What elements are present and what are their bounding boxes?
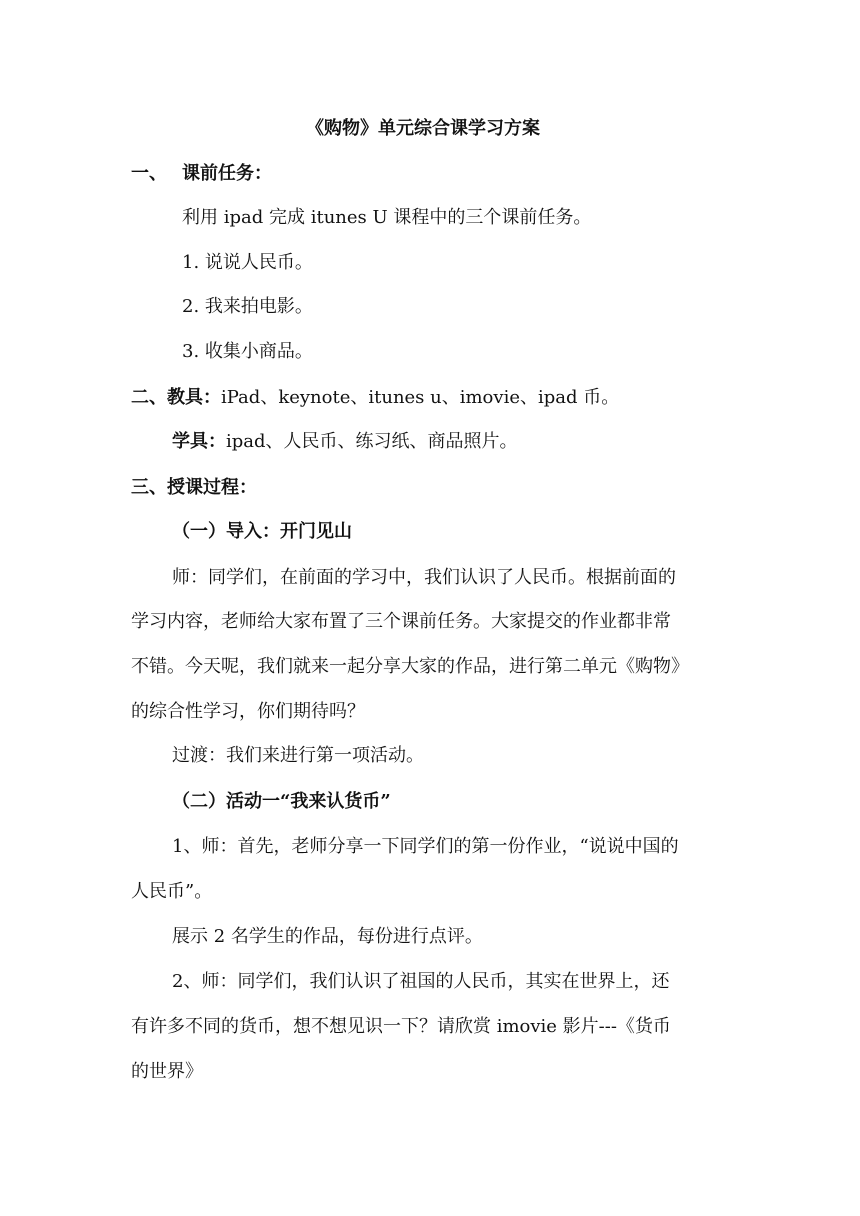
teaching-tools: iPad、keynote、itunes u、imovie、ipad 币。	[221, 387, 620, 408]
section1-heading: 课前任务：	[182, 163, 272, 184]
para1-line-2: 学习内容，老师给大家布置了三个课前任务。大家提交的作业都非常	[131, 611, 671, 632]
para3-line: 展示 2 名学生的作品，每份进行点评。	[172, 926, 483, 947]
section3-heading: 三、授课过程：	[131, 477, 257, 498]
para4-line-2: 有许多不同的货币，想不想见识一下？请欣赏 imovie 影片---《货币	[131, 1016, 671, 1037]
para4-line-1: 2、师：同学们，我们认识了祖国的人民币，其实在世界上，还	[172, 971, 670, 992]
para2-line-1: 1、师：首先，老师分享一下同学们的第一份作业，“说说中国的	[172, 836, 679, 857]
student-tools-line	[172, 431, 518, 453]
student-tools-label: 学具：	[172, 431, 226, 452]
para1-line-4: 的综合性学习，你们期待吗？	[131, 701, 365, 722]
subsection2-heading: （二）活动一“我来认货币”	[172, 791, 391, 812]
section1-intro: 利用 ipad 完成 itunes U 课程中的三个课前任务。	[182, 207, 592, 228]
task-item-2: 2. 我来拍电影。	[182, 296, 313, 317]
para2-line-2: 人民币”。	[131, 881, 213, 902]
subsection1-heading: （一）导入：开门见山	[172, 521, 352, 542]
transition-line: 过渡：我们来进行第一项活动。	[172, 745, 424, 766]
section2-heading: 二、教具：	[131, 387, 221, 408]
para1-line-3: 不错。今天呢，我们就来一起分享大家的作品，进行第二单元《购物》	[131, 656, 689, 677]
student-tools: ipad、人民币、练习纸、商品照片。	[226, 431, 518, 452]
task-item-3: 3. 收集小商品。	[182, 341, 313, 362]
document-title: 《购物》单元综合课学习方案	[306, 118, 540, 139]
section2-line	[131, 387, 619, 409]
para1-line-1: 师：同学们，在前面的学习中，我们认识了人民币。根据前面的	[172, 567, 676, 588]
para4-line-3: 的世界》	[131, 1061, 203, 1082]
task-item-1: 1. 说说人民币。	[182, 252, 313, 273]
section1-number: 一、	[131, 163, 167, 184]
